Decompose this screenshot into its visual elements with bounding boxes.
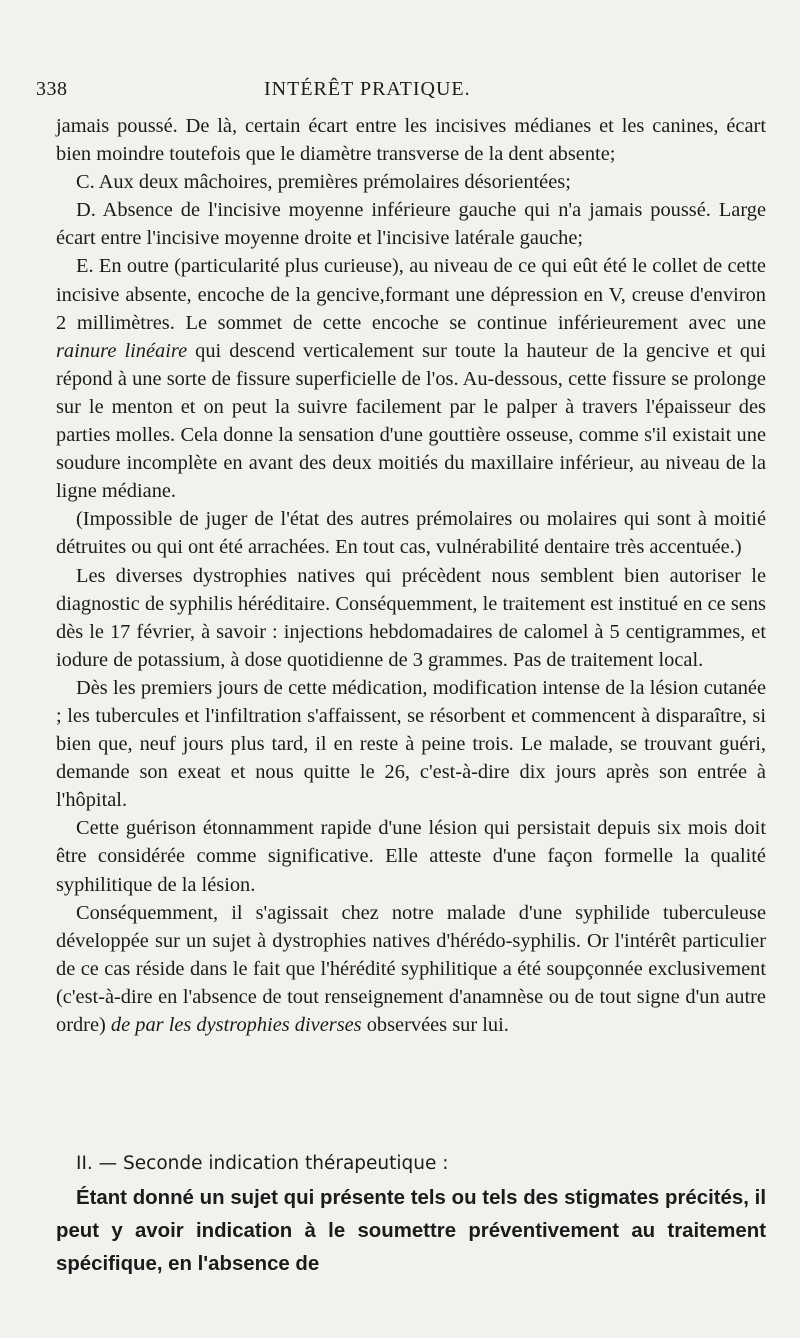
item-e-text-end: qui descend verticalement sur toute la hauteur de la gencive et qui répond à une sorte de fissure superficielle de l'os. Au-dessous, cette fissure se prolonge sur le menton et on peut la suivre facilement par le palper à travers l'épaisseur des parties molles. Cela donne la sensation d'une gouttière osseuse, comme s'il existait une soudure incomplète en avant des deux moitiés du maxillaire inférieur, au niveau de la ligne médiane.	[56, 339, 766, 503]
running-title: INTÉRÊT PRATIQUE.	[264, 78, 471, 100]
paragraph-medication: Dès les premiers jours de cette médication, modification intense de la lésion cutanée ; les tubercules et l'infiltration s'affaissent, se résorbent et commencent à disparaître, si bien que, neuf jours plus tard, il en reste à peine trois. Le malade, se trouvant guéri, demande son exeat et nous quitte le 26, c'est-à-dire dix jours après son entrée à l'hôpital.	[56, 676, 766, 812]
paragraph-item-d: D. Absence de l'incisive moyenne inférieure gauche qui n'a jamais poussé. Large écart entre l'incisive moyenne droite et l'incisive latérale gauche;	[56, 199, 766, 250]
running-header	[36, 78, 596, 101]
item-e-emphasis: rainure linéaire	[56, 339, 188, 362]
item-e-text: E. En outre (particularité plus curieuse), au niveau de ce qui eût été le collet de cette incisive absente, encoche de la gencive,formant une dépression en V, creuse d'environ 2 millimètres. Le sommet de cette encoche se continue inférieurement avec une	[56, 255, 766, 334]
section-heading: II. — Seconde indication thérapeutique :	[76, 1153, 449, 1174]
section-two	[56, 1149, 766, 1281]
paragraph-parenthetical: (Impossible de juger de l'état des autres prémolaires ou molaires qui sont à moitié détruites ou qui ont été arrachées. En tout cas, vulnérabilité dentaire très accentuée.)	[56, 508, 766, 559]
section-lead-text: Étant donné un sujet qui présente tels ou tels des stigmates précités, il peut y avoir indication à le soumettre préventivement au traitement spécifique, en l'absence de	[56, 1187, 766, 1275]
conclusion-text-end: observées sur lui.	[361, 1014, 509, 1036]
paragraph-item-e	[56, 252, 766, 505]
conclusion-text: Conséquemment, il s'agissait chez notre malade d'une syphilide tuberculeuse développée sur un sujet à dystrophies natives d'hérédo-syphilis. Or l'intérêt particulier de ce cas réside dans le fait que l'hérédité syphilitique a été soupçonnée exclusivement (c'est-à-dire en l'absence de tout renseignement d'anamnèse ou de tout signe d'un autre ordre)	[56, 901, 766, 1036]
page-number: 338	[36, 78, 68, 100]
paragraph-item-c: C. Aux deux mâchoires, premières prémolaires désorientées;	[76, 171, 571, 194]
paragraph-conclusion	[56, 899, 766, 1039]
conclusion-emphasis: de par les dystrophies diverses	[110, 1014, 362, 1036]
paragraph-continuation: jamais poussé. De là, certain écart entre les incisives médianes et les canines, écart bien moindre toutefois que le diamètre transverse de la dent absente;	[56, 115, 766, 166]
paragraph-healing: Cette guérison étonnamment rapide d'une lésion qui persistait depuis six mois doit être considérée comme significative. Elle atteste d'une façon formelle la qualité syphilitique de la lésion.	[56, 817, 766, 896]
body-text	[56, 112, 766, 1039]
paragraph-diagnosis: Les diverses dystrophies natives qui précèdent nous semblent bien autoriser le diagnostic de syphilis héréditaire. Conséquemment, le traitement est institué en ce sens dès le 17 février, à savoir : injections hebdomadaires de calomel à 5 centigrammes, et iodure de potassium, à dose quotidienne de 3 grammes. Pas de traitement local.	[56, 564, 766, 671]
